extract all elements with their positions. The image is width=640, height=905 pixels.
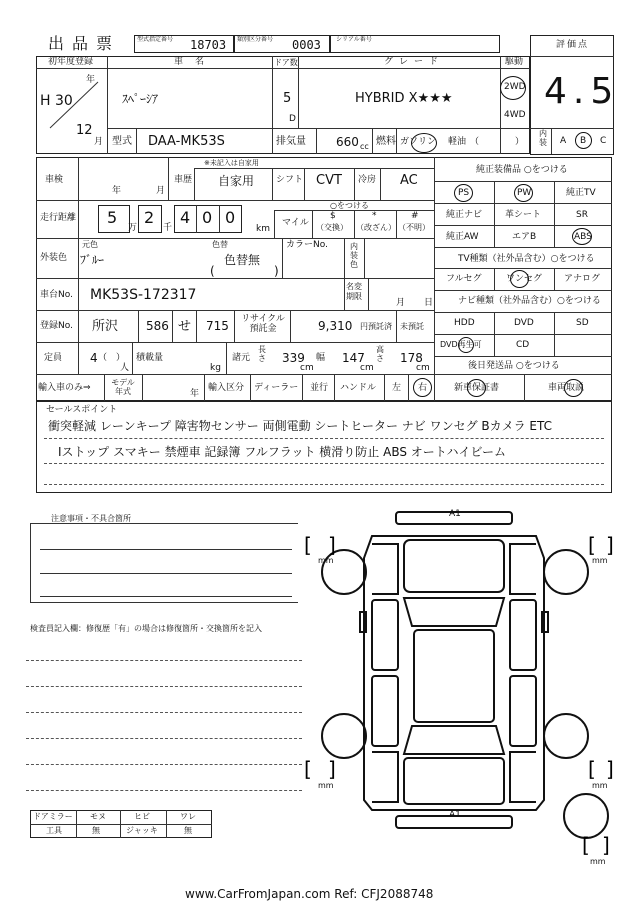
color-label: 外装色: [40, 253, 68, 263]
doc-warranty: 新車保証書: [454, 383, 500, 393]
equip-pw: PW: [517, 188, 532, 198]
shift-label: シフト: [276, 175, 304, 185]
navi-sd: SD: [576, 318, 589, 328]
repaint-label: 色替: [212, 240, 228, 249]
car-name-label: 車名: [174, 57, 217, 67]
month-unit: 月: [94, 137, 104, 147]
diagram-rear-mark: A1: [449, 810, 461, 820]
color-no-label: カラーNo.: [286, 240, 328, 250]
inspector-label: 検査員記入欄：修復歴「有」の場合は修復箇所・交換箇所を記入: [30, 624, 262, 633]
diagram-wheel-rear-right: [544, 714, 588, 758]
chassis-label: 車台No.: [40, 290, 73, 300]
handle-left: 左: [392, 383, 402, 393]
length-label: 長さ: [258, 345, 266, 363]
navi-dvd-play-circle: [458, 337, 474, 353]
bracket-rear-left: [: [304, 757, 312, 781]
person-unit: 人: [120, 363, 130, 373]
first-reg-month: 12: [76, 123, 93, 138]
parallel-option: 並行: [310, 383, 329, 393]
navi-title: ナビ種類（社外品含む）○をつける: [458, 296, 601, 306]
doc-title: 後日発送品 ○をつける: [468, 361, 560, 371]
diagram-fender-front-right: [510, 544, 536, 594]
doc-manual: 車両取説: [548, 383, 585, 393]
grade-value: HYBRID X★★★: [355, 91, 453, 106]
mile-label: マイル: [282, 218, 309, 228]
diagram-hood: [404, 540, 504, 592]
tools-kit-value: 無: [92, 826, 100, 835]
defects-label: 注意事項・不具合箇所: [48, 515, 134, 523]
first-reg-label: 初年度登録: [48, 57, 94, 67]
equip-sr: SR: [576, 210, 588, 220]
mm-rear-left: mm: [318, 781, 334, 790]
bracket-front-right: [: [588, 533, 596, 557]
interior-b-circle: [575, 132, 592, 149]
diagram-door-front-left: [372, 600, 398, 670]
length-value: 339: [282, 351, 305, 365]
tv-oneseg-circle: [510, 270, 529, 288]
tools-jack-value: 無: [184, 826, 192, 835]
door-type: D: [289, 114, 296, 124]
handle-right: 右: [418, 383, 428, 393]
diagram-roof: [414, 630, 494, 722]
diagram-rear-window: [404, 726, 504, 754]
drive-2wd-circle: [500, 76, 526, 100]
diagram-door-rear-right: [510, 676, 536, 746]
width-unit: cm: [360, 363, 374, 373]
bracket-front-left: [: [304, 533, 312, 557]
interior-color-label: 内装色: [350, 242, 358, 270]
name-change-label: 名変期限: [346, 282, 362, 301]
diagram-wheel-front-right: [544, 550, 588, 594]
diagram-spare-wheel: [564, 794, 608, 838]
repaint-paren-close: ): [274, 264, 279, 278]
length-unit: cm: [300, 363, 314, 373]
diagram-tailgate: [404, 758, 504, 804]
capacity-label: 定員: [44, 353, 63, 363]
odo-swap: （交換）: [316, 223, 348, 232]
year-unit: 年: [86, 75, 96, 85]
diagram-fender-front-left: [372, 544, 398, 594]
doc-manual-circle: [564, 379, 583, 397]
ac-label: 冷房: [358, 175, 377, 185]
bracket-front-left-close: ]: [328, 533, 336, 557]
bracket-spare-close: ]: [602, 833, 610, 857]
mm-front-right: mm: [592, 556, 608, 565]
doors-label: ドア数: [274, 58, 298, 67]
tools-kit-label: 工具: [46, 826, 62, 835]
capacity-paren: （ ）: [98, 353, 126, 363]
interior-b: B: [580, 136, 587, 146]
mileage-digit-5: 0: [225, 208, 236, 227]
interior-label: 内装: [539, 129, 547, 147]
defects-box: [30, 523, 298, 603]
odo-alter-symbol: *: [372, 211, 377, 221]
shaken-label: 車検: [45, 175, 64, 185]
shift-value: CVT: [316, 173, 342, 188]
diagram-front-mark: A1: [449, 509, 461, 519]
repaint-value: 色替無: [224, 253, 261, 267]
sales-label: セールスポイント: [46, 405, 118, 415]
recycle-label: リサイクル預託金: [241, 314, 285, 335]
color-value: ﾌﾞﾙｰ: [80, 253, 105, 267]
nc-month-unit: 月: [396, 298, 406, 308]
equip-aw: 純正AW: [446, 232, 479, 242]
katashiki-label: 型式: [112, 136, 132, 147]
odo-unknown: （不明）: [398, 223, 430, 232]
man-unit: 万: [128, 223, 138, 233]
doors-value: 5: [283, 91, 292, 106]
navi-dvd: DVD: [514, 318, 534, 328]
rating-label: 評価点: [556, 40, 590, 50]
mm-front-left: mm: [318, 556, 334, 565]
equip-leather: 革シート: [505, 210, 542, 220]
mileage-digit-3: 4: [180, 208, 191, 227]
model-year-unit: 年: [190, 389, 200, 399]
mileage-digit-4: 0: [202, 208, 213, 227]
diagram-body-outline: [364, 536, 544, 810]
mileage-digit-2: 2: [144, 208, 155, 227]
tools-moss: モヌ: [90, 812, 106, 821]
orig-color-label: 元色: [82, 240, 98, 249]
fuel-other: （ ）: [470, 137, 525, 147]
shaken-year-unit: 年: [112, 186, 122, 196]
dealer-option: ディーラー: [254, 383, 299, 393]
sales-line-2: Iストップ スマキー 禁煙車 記録簿 フルフラット 横滑り防止 ABS オートハイビーム: [58, 445, 507, 459]
odo-circle-note: ○をつける: [330, 201, 369, 210]
mm-rear-right: mm: [592, 781, 608, 790]
equip-airbag: エアB: [512, 232, 537, 242]
class-no: 0003: [292, 38, 321, 52]
mileage-label: 走行距離: [40, 213, 77, 223]
plate-label: 登録No.: [40, 321, 73, 331]
tools-door-mirror: ドアミラー: [33, 812, 73, 821]
plate-no: 715: [206, 319, 229, 333]
width-value: 147: [342, 351, 365, 365]
bracket-rear-right-close: ]: [606, 757, 614, 781]
bracket-spare: [: [582, 833, 590, 857]
tv-fullseg: フルセグ: [446, 274, 482, 284]
car-name: ｽﾍﾟｰｼｱ: [122, 92, 159, 106]
navi-cd: CD: [516, 340, 530, 350]
model-year-label: モデル年式: [111, 378, 135, 397]
equip-abs: ABS: [574, 232, 592, 242]
std-equip-title: 純正装備品 ○をつける: [476, 165, 568, 175]
cc-unit: cc: [360, 142, 369, 151]
recycle-value: 9,310: [318, 319, 353, 333]
equip-ps-circle: [454, 184, 473, 202]
import-label: 輸入車のみ⇒: [38, 383, 91, 393]
serial-label: シリアル番号: [336, 36, 372, 43]
type-approval-label: 型式指定番号: [137, 36, 174, 43]
diagram-fender-rear-right: [510, 752, 536, 802]
diagram-door-front-right: [510, 600, 536, 670]
diagram-windshield: [404, 598, 504, 626]
sen-unit: 千: [163, 223, 173, 233]
recycle-paid: 円預託済: [360, 322, 392, 331]
katashiki-value: DAA-MK53S: [148, 134, 225, 149]
tv-title: TV種類（社外品含む）○をつける: [458, 254, 595, 264]
diagram-fender-rear-left: [372, 752, 398, 802]
class-label: 類別区分番号: [237, 36, 274, 43]
equip-tv: 純正TV: [566, 188, 596, 198]
kg-unit: kg: [210, 363, 221, 373]
tv-analog: アナログ: [564, 274, 601, 284]
diagram-wheel-rear-left: [322, 714, 366, 758]
first-reg-era: H 30: [40, 93, 73, 109]
bracket-rear-right: [: [588, 757, 596, 781]
tools-jack-label: ジャッキ: [126, 826, 158, 835]
recycle-unpaid: 未預託: [400, 322, 424, 331]
ac-value: AC: [400, 173, 418, 188]
bracket-rear-left-close: ]: [328, 757, 336, 781]
fuel-gasoline-circle: [411, 133, 437, 153]
width-label: 幅: [316, 353, 326, 363]
handle-label: ハンドル: [340, 383, 377, 393]
rating-value: 4.5: [544, 71, 620, 112]
page-title: 出品票: [48, 34, 121, 53]
handle-right-circle: [413, 378, 432, 397]
equip-navi: 純正ナビ: [446, 210, 483, 220]
bracket-front-right-close: ]: [606, 533, 614, 557]
load-label: 積載量: [136, 353, 164, 363]
equip-pw-circle: [514, 184, 533, 202]
height-label: 高さ: [376, 345, 384, 363]
plate-kana: せ: [178, 319, 192, 334]
interior-c: C: [600, 136, 607, 146]
navi-dvd-play: DVD再生可: [440, 340, 482, 349]
mileage-digit-1: 5: [107, 208, 118, 227]
km-unit: km: [256, 224, 270, 234]
odo-alter: （改ざん）: [356, 223, 396, 232]
fuel-diesel: 軽油: [448, 137, 467, 147]
fuel-label: 燃料: [376, 136, 396, 147]
shaken-month-unit: 月: [156, 186, 166, 196]
footer-ref: www.CarFromJapan.com Ref: CFJ2088748: [185, 887, 434, 901]
type-approval-no: 18703: [190, 38, 227, 52]
drive-label: 駆動: [505, 57, 524, 67]
fuel-gasoline: ガソリン: [400, 137, 437, 147]
doc-warranty-circle: [467, 379, 486, 397]
chassis-value: MK53S-172317: [90, 287, 197, 303]
plate-class: 586: [146, 319, 169, 333]
equip-abs-circle: [572, 228, 592, 245]
tools-break: ワレ: [180, 812, 196, 821]
nc-day-unit: 日: [424, 298, 434, 308]
plate-area: 所沢: [92, 319, 119, 334]
history-label: 車歴: [174, 175, 193, 185]
repaint-paren-open: (: [210, 264, 215, 278]
tools-crack: ヒビ: [134, 812, 150, 821]
equip-ps: PS: [458, 188, 470, 198]
displacement-value: 660: [336, 135, 359, 149]
interior-a: A: [560, 136, 567, 146]
capacity-value: 4: [90, 351, 98, 365]
odo-unknown-symbol: #: [411, 211, 419, 221]
height-unit: cm: [416, 363, 430, 373]
sales-line-1: 衝突軽減 レーンキープ 障害物センサー 両側電動 シートヒーター ナビ ワンセグ Bカメラ ETC: [48, 419, 553, 433]
height-value: 178: [400, 351, 423, 365]
mm-spare: mm: [590, 857, 606, 866]
odo-swap-symbol: $: [330, 211, 336, 221]
grade-label: グレード: [384, 57, 445, 67]
import-type-label: 輸入区分: [208, 383, 245, 393]
history-note: ※未記入は自家用: [204, 159, 259, 167]
displacement-label: 排気量: [276, 136, 306, 147]
diagram-hub-fl: [330, 558, 358, 586]
diagram-door-rear-left: [372, 676, 398, 746]
tv-oneseg: ワンセグ: [506, 274, 543, 284]
dims-label: 諸元: [232, 353, 251, 363]
navi-hdd: HDD: [454, 318, 475, 328]
drive-4wd: 4WD: [504, 110, 526, 120]
drive-2wd: 2WD: [504, 82, 526, 92]
history-value: 自家用: [218, 174, 255, 188]
